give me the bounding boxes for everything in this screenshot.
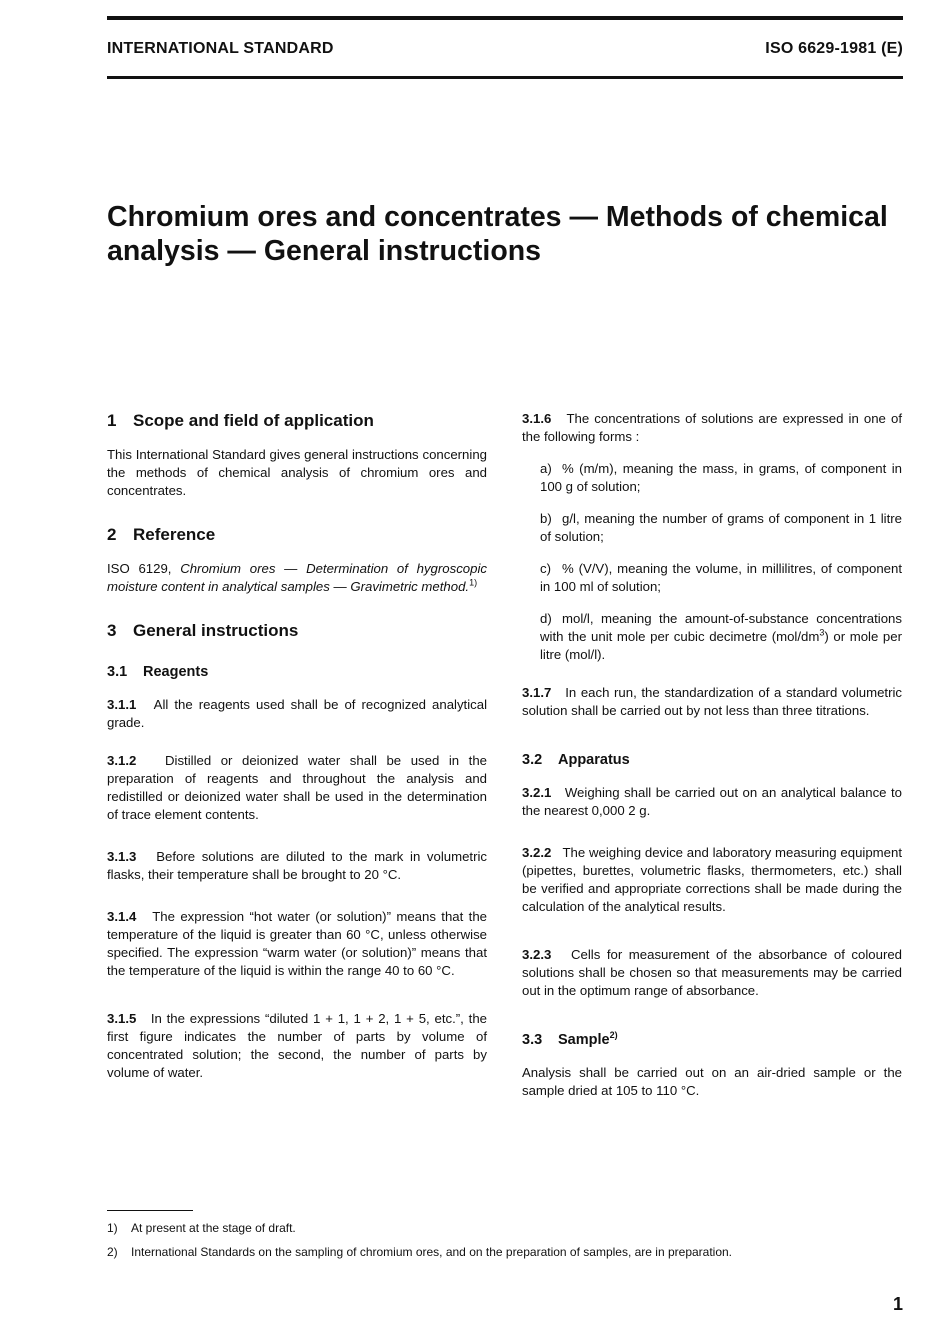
clause-3-2-3 [522, 946, 902, 1000]
form-b-unit: g/l [562, 511, 576, 526]
form-d-text-end: ) or mole per litre (mol/l). [540, 629, 902, 662]
clause-3-1-5-text: In the expressions “diluted 1 + 1, 1 + 2, 1 + 5, etc.”, the first figure indicates the number of parts by volume of concentrated solution; the second, the number of parts by volume of water. [107, 1011, 487, 1080]
form-a-text: , meaning the mass, in grams, of component in 100 g of solution; [540, 461, 902, 494]
title-line-1: Chromium ores and concentrates — Methods of chemical [107, 201, 888, 233]
footnote-2-text: International Standards on the sampling of chromium ores, and on the preparation of samples, are in preparation. [131, 1245, 733, 1259]
clause-3-1-2-number: 3.1.2 [107, 753, 137, 768]
section-2-number: 2 [107, 525, 117, 544]
clause-3-1-2 [107, 752, 487, 824]
section-3-2-number: 3.2 [522, 752, 543, 768]
clause-3-1-3-number: 3.1.3 [107, 849, 137, 864]
form-c-label: c) [540, 561, 551, 576]
section-2-reference [107, 560, 487, 596]
form-d-unit: mol/l [562, 611, 590, 626]
reference-title: Chromium ores — Determination of hygroscopic moisture content in analytical samples — Gravimetric method. [107, 561, 487, 594]
section-3-title: General instructions [133, 621, 299, 640]
section-3-3-number: 3.3 [522, 1032, 543, 1048]
clause-3-1-5 [107, 1010, 487, 1082]
clause-3-1-4-text: The expression “hot water (or solution)” means that the temperature of the liquid is greater than 60 °C, unless otherwise specified. The expression “warm water (or solution)” means that the temperature of the liquid is within the range 40 to 60 °C. [107, 909, 488, 978]
form-d-text: , meaning the amount-of-substance concentrations with the unit mole per cubic decimetre (mol/dm [540, 611, 902, 644]
clause-3-1-6 [522, 410, 902, 446]
form-a-unit: % (m/m) [562, 461, 614, 476]
footnote-2 [107, 1243, 732, 1261]
footnote-ref-1: 1) [469, 577, 478, 588]
reference-code: ISO 6129, [107, 561, 181, 576]
section-1-text: This International Standard gives general instructions concerning the methods of chemical analysis of chromium ores and concentrates. [107, 447, 487, 498]
concentration-form-c [522, 560, 902, 596]
clause-3-1-1 [107, 696, 487, 732]
clause-3-2-2-text: The weighing device and laboratory measuring equipment (pipettes, burettes, volumetric flasks, thermometers, etc.) shall be verified and appropriate corrections shall be made during the calculation of the analytical results. [522, 845, 902, 914]
document-title [107, 200, 907, 268]
clause-3-1-6-text: The concentrations of solutions are expressed in one of the following forms : [522, 411, 902, 444]
section-3-2-title: Apparatus [558, 752, 630, 768]
clause-3-2-3-number: 3.2.3 [522, 947, 552, 962]
section-3-3-title: Sample [558, 1032, 610, 1048]
page-number: 1 [892, 1294, 903, 1314]
footnotes [107, 1219, 732, 1267]
clause-3-2-2-number: 3.2.2 [522, 845, 552, 860]
footnote-rule [107, 1210, 193, 1211]
footnote-1 [107, 1219, 732, 1237]
section-2-title: Reference [133, 525, 216, 544]
clause-3-2-2 [522, 844, 902, 916]
clause-3-2-3-text: Cells for measurement of the absorbance of coloured solutions shall be chosen so that measurements may be carried out in the optimum range of absorbance. [522, 947, 902, 998]
form-d-label: d) [540, 611, 552, 626]
header-standard-number: ISO 6629-1981 (E) [765, 40, 903, 57]
concentration-form-a [522, 460, 902, 496]
section-3-heading [107, 620, 487, 642]
clause-3-2-1-number: 3.2.1 [522, 785, 552, 800]
section-1-title: Scope and field of application [133, 411, 374, 430]
footnote-ref-2: 2) [609, 1030, 618, 1041]
concentration-form-d [522, 610, 902, 664]
footnote-1-text: At present at the stage of draft. [131, 1221, 296, 1235]
section-1-number: 1 [107, 411, 117, 430]
left-column [107, 410, 487, 1082]
section-3-1-heading [107, 662, 487, 682]
concentration-form-b [522, 510, 902, 546]
form-b-text: , meaning the number of grams of component in 1 litre of solution; [540, 511, 902, 544]
form-b-label: b) [540, 511, 552, 526]
clause-3-1-2-text: Distilled or deionized water shall be used in the preparation of reagents and throughout the analysis and redistilled or deionized water shall be used in the determination of trace element contents. [107, 753, 487, 822]
clause-3-2-1-text: Weighing shall be carried out on an analytical balance to the nearest 0,000 2 g. [522, 785, 902, 818]
footnote-2-number: 2) [107, 1245, 118, 1259]
title-line-2: analysis — General instructions [107, 235, 541, 267]
clause-3-1-7-number: 3.1.7 [522, 685, 552, 700]
header-top-rule [107, 16, 903, 20]
clause-3-1-4-number: 3.1.4 [107, 909, 137, 924]
section-1-heading [107, 410, 487, 432]
footnote-1-number: 1) [107, 1221, 118, 1235]
clause-3-1-1-text: All the reagents used shall be of recognized analytical grade. [107, 697, 487, 730]
right-column [522, 410, 902, 1100]
clause-3-1-3 [107, 848, 487, 884]
section-3-1-number: 3.1 [107, 664, 128, 680]
form-a-label: a) [540, 461, 552, 476]
clause-3-2-1 [522, 784, 902, 820]
section-3-1-title: Reagents [143, 664, 209, 680]
section-2-heading [107, 524, 487, 546]
clause-3-1-1-number: 3.1.1 [107, 697, 137, 712]
clause-3-1-5-number: 3.1.5 [107, 1011, 137, 1026]
section-3-number: 3 [107, 621, 117, 640]
clause-3-1-3-text: Before solutions are diluted to the mark in volumetric flasks, their temperature shall be brought to 20 °C. [107, 849, 488, 882]
form-c-unit: % (V/V) [562, 561, 609, 576]
header-standard-label: INTERNATIONAL STANDARD [107, 40, 334, 57]
clause-3-1-7-text: In each run, the standardization of a standard volumetric solution shall be carried out by not less than three titrations. [522, 685, 902, 718]
clause-3-1-6-number: 3.1.6 [522, 411, 552, 426]
clause-3-1-7 [522, 684, 902, 720]
section-3-3-text: Analysis shall be carried out on an air-dried sample or the sample dried at 105 to 110 °C. [522, 1065, 902, 1098]
form-c-text: , meaning the volume, in millilitres, of component in 100 ml of solution; [540, 561, 902, 594]
form-d-superscript: 3 [819, 627, 825, 638]
header-bottom-rule [107, 76, 903, 79]
clause-3-1-4 [107, 908, 487, 980]
section-3-3-heading [522, 1030, 902, 1050]
section-3-2-heading [522, 750, 902, 770]
